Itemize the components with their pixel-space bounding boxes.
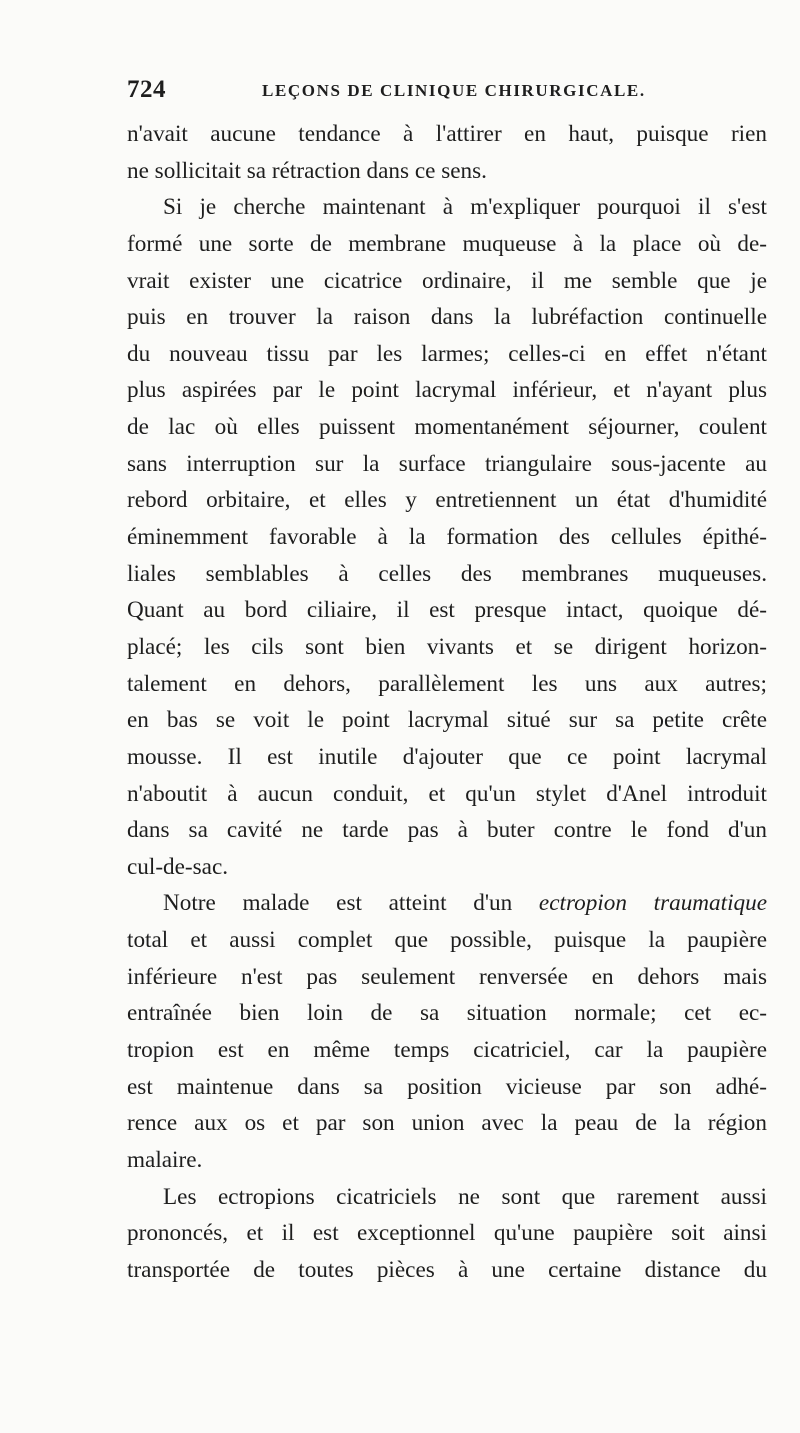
italic-term: ectropion traumatique [538,890,767,917]
paragraph-first-line: Les ectropions cicatriciels ne sont que rarement aussi [163,1183,767,1210]
text-line: rence aux os et par son union avec la peau de la région [127,1110,767,1137]
text-line: puis en trouver la raison dans la lubréfaction continuelle [127,304,767,331]
text-line: rebord orbitaire, et elles y entretiennent un état d'humidité [127,487,767,514]
text-line: tropion est en même temps cicatriciel, car la paupière [127,1037,767,1064]
text-line: prononcés, et il est exceptionnel qu'une paupière soit ainsi [127,1220,767,1247]
text-line: en bas se voit le point lacrymal situé sur sa petite crête [127,707,767,734]
text-line: talement en dehors, parallèlement les uns aux autres; [127,670,767,697]
text-line: entraînée bien loin de sa situation normale; cet ec- [127,1000,767,1027]
text-line: du nouveau tissu par les larmes; celles-ci en effet n'étant [127,340,767,367]
text-line: éminemment favorable à la formation des cellules épithé- [127,524,767,551]
paragraph-first-line: Si je cherche maintenant à m'expliquer pourquoi il s'est [163,194,767,221]
body-text [127,116,767,1289]
page-header [127,76,767,116]
text-line: mousse. Il est inutile d'ajouter que ce point lacrymal [127,743,767,770]
text-line: malaire. [127,1146,203,1173]
text-segment: Notre malade est atteint d'un [163,890,539,917]
text-line: formé une sorte de membrane muqueuse à la place où de- [127,230,767,257]
text-line: est maintenue dans sa position vicieuse par son adhé- [127,1073,767,1100]
text-line: de lac où elles puissent momentanément séjourner, coulent [127,414,767,441]
running-head: LEÇONS DE CLINIQUE CHIRURGICALE. [262,81,646,100]
text-line: n'avait aucune tendance à l'attirer en haut, puisque rien [127,121,767,147]
page-number: 724 [127,76,166,103]
text-line: dans sa cavité ne tarde pas à buter contre le fond d'un [127,817,767,844]
text-line: vrait exister une cicatrice ordinaire, il me semble que je [127,267,767,294]
text-line: inférieure n'est pas seulement renversée en dehors mais [127,963,767,990]
text-line: plus aspirées par le point lacrymal inférieur, et n'ayant plus [127,377,767,404]
text-line: Quant au bord ciliaire, il est presque intact, quoique dé- [127,597,767,624]
text-line: cul-de-sac. [127,853,229,880]
paragraph-first-line [127,885,767,922]
text-line: liales semblables à celles des membranes muqueuses. [127,560,767,587]
text-line: ne sollicitait sa rétraction dans ce sens. [127,157,487,184]
text-line: transportée de toutes pièces à une certaine distance du [127,1256,767,1283]
text-line: total et aussi complet que possible, puisque la paupière [127,927,767,954]
text-line: n'aboutit à aucun conduit, et qu'un stylet d'Anel introduit [127,780,767,807]
text-line: sans interruption sur la surface triangulaire sous-jacente au [127,450,767,477]
text-line: placé; les cils sont bien vivants et se dirigent horizon- [127,633,767,660]
